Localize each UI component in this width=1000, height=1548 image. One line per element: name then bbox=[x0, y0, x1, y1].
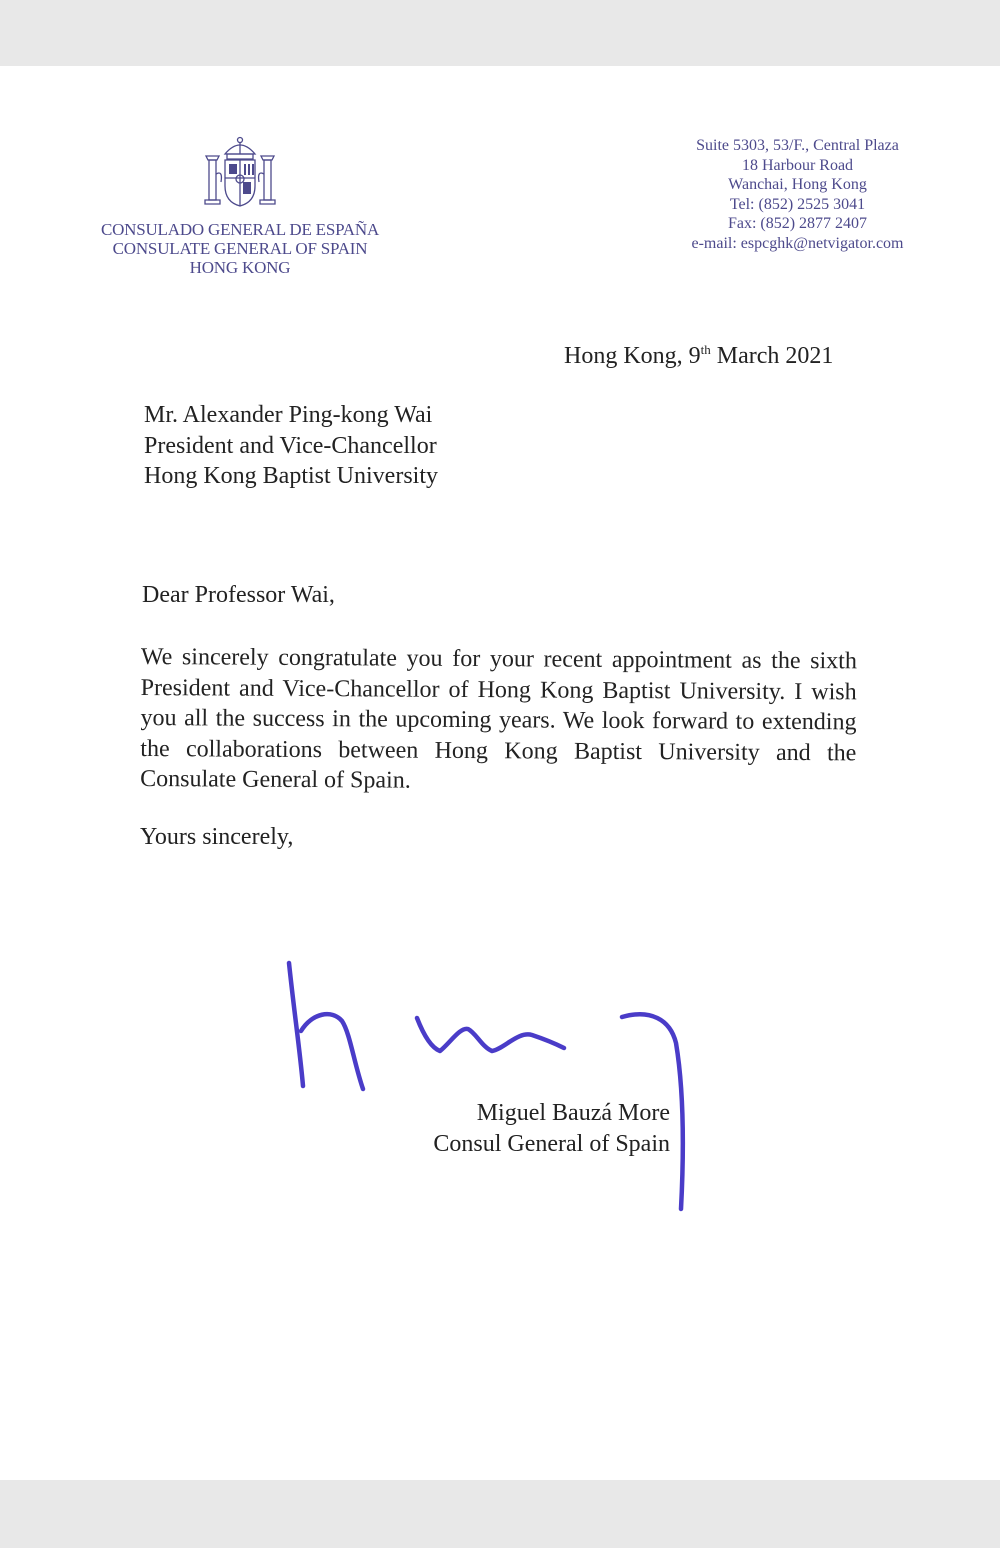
date-suffix: March 2021 bbox=[710, 343, 834, 369]
date-ordinal: th bbox=[700, 342, 711, 357]
letterhead-org-english: CONSULATE GENERAL OF SPAIN bbox=[112, 239, 368, 258]
handwritten-signature bbox=[270, 951, 710, 1221]
signer-name: Miguel Bauzá More bbox=[476, 1100, 670, 1126]
coat-of-arms-emblem bbox=[203, 134, 277, 212]
recipient-institution: Hong Kong Baptist University bbox=[144, 463, 438, 489]
consulate-letterhead bbox=[70, 220, 410, 277]
address-line-1: Suite 5303, 53/F., Central Plaza bbox=[696, 137, 899, 154]
letter-page bbox=[0, 66, 1000, 1480]
letter-date bbox=[564, 342, 833, 370]
address-line-3: Wanchai, Hong Kong bbox=[728, 176, 867, 193]
recipient-title: President and Vice-Chancellor bbox=[144, 432, 437, 459]
salutation: Dear Professor Wai, bbox=[142, 582, 335, 608]
recipient-name: Mr. Alexander Ping-kong Wai bbox=[144, 402, 433, 428]
closing: Yours sincerely, bbox=[140, 824, 294, 850]
signer-title: Consul General of Spain bbox=[433, 1130, 670, 1157]
fax: Fax: (852) 2877 2407 bbox=[727, 215, 868, 232]
telephone: Tel: (852) 2525 3041 bbox=[729, 195, 866, 213]
email: e-mail: espcghk@netvigator.com bbox=[691, 234, 904, 252]
letterhead-city: HONG KONG bbox=[189, 258, 291, 277]
contact-block bbox=[660, 136, 935, 253]
recipient-block bbox=[144, 400, 438, 492]
signer-block bbox=[412, 1098, 670, 1159]
letterhead-org-spanish: CONSULADO GENERAL DE ESPAÑA bbox=[100, 220, 380, 239]
date-prefix: Hong Kong, 9 bbox=[564, 343, 701, 369]
letter-body: We sincerely congratulate you for your recent appointment as the sixth President and Vice-Chancellor of Hong Kong Baptist University. I wish you all the success in the upcoming years. We look forward to extending the collaborations between Hong Kong Baptist University and the Consulate General of Spain. bbox=[140, 643, 857, 794]
address-line-2: 18 Harbour Road bbox=[741, 156, 854, 174]
